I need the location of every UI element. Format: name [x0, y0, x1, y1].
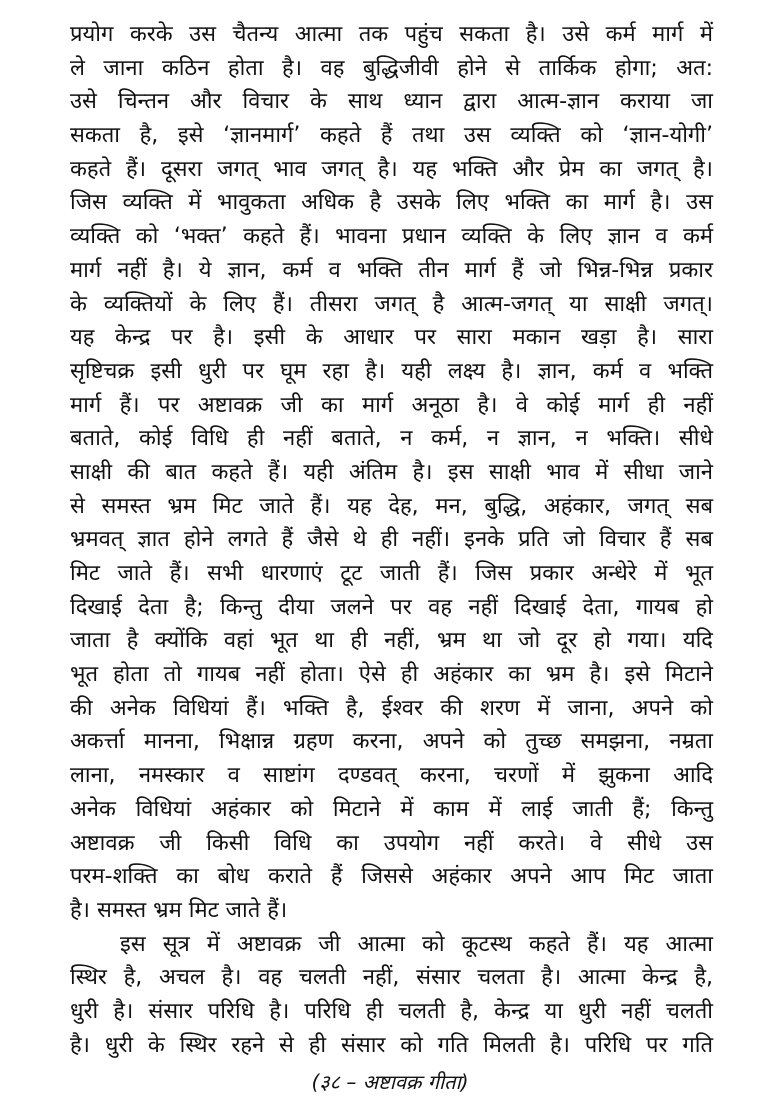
text-line: धुरी है। संसार परिधि है। परिधि ही चलती है, केन्द्र या धुरी नहीं चलती: [70, 998, 713, 1024]
page-body: [70, 18, 713, 1062]
text-line: जिस व्यक्ति में भावुकता अधिक है उसके लिए भक्ति का मार्ग है। उस: [70, 190, 713, 216]
text-line: कहते हैं। दूसरा जगत् भाव जगत् है। यह भक्ति और प्रेम का जगत् है।: [70, 156, 713, 182]
text-line: साक्षी की बात कहते हैं। यही अंतिम है। इस साक्षी भाव में सीधा जाने: [70, 459, 713, 485]
text-line: ले जाना कठिन होता है। वह बुद्धिजीवी होने से तार्किक होगा; अत:: [70, 55, 713, 81]
text-line: लाना, नमस्कार व साष्टांग दण्डवत् करना, चरणों में झुकना आदि: [70, 763, 713, 789]
text-line: प्रयोग करके उस चैतन्य आत्मा तक पहुंच सकता है। उसे कर्म मार्ग में: [70, 22, 713, 47]
text-line: यह केन्द्र पर है। इसी के आधार पर सारा मकान खड़ा है। सारा: [70, 325, 713, 351]
text-line: व्यक्ति को ‘भक्त’ कहते हैं। भावना प्रधान व्यक्ति के लिए ज्ञान व कर्म: [70, 224, 713, 250]
text-line: है। समस्त भ्रम मिट जाते हैं।: [70, 897, 288, 923]
text-line: बताते, कोई विधि ही नहीं बताते, न कर्म, न ज्ञान, न भक्ति। सीधे: [70, 426, 713, 452]
text-line: अकर्त्ता मानना, भिक्षान्न ग्रहण करना, अपने को तुच्छ समझना, नम्रता: [70, 729, 713, 755]
text-line: मार्ग नहीं है। ये ज्ञान, कर्म व भक्ति तीन मार्ग हैं जो भिन्न-भिन्न प्रकार: [70, 257, 713, 283]
text-line: से समस्त भ्रम मिट जाते हैं। यह देह, मन, बुद्धि, अहंकार, जगत् सब: [70, 493, 713, 519]
text-line: भ्रमवत् ज्ञात होने लगते हैं जैसे थे ही नहीं। इनके प्रति जो विचार हैं सब: [70, 527, 713, 553]
text-line: सकता है, इसे ‘ज्ञानमार्ग’ कहते हैं तथा उस व्यक्ति को ‘ज्ञान-योगी’: [70, 123, 713, 149]
text-line: अष्टावक्र जी किसी विधि का उपयोग नहीं करते। वे सीधे उस: [70, 830, 713, 856]
text-line: अनेक विधियां अहंकार को मिटाने में काम में लाई जाती हैं; किन्तु: [70, 796, 713, 822]
text-line: के व्यक्तियों के लिए हैं। तीसरा जगत् है आत्म-जगत् या साक्षी जगत्।: [70, 291, 713, 317]
text-line: मिट जाते हैं। सभी धारणाएं टूट जाती हैं। जिस प्रकार अन्धेरे में भूत: [70, 561, 713, 586]
text-line: परम-शक्ति का बोध कराते हैं जिससे अहंकार अपने आप मिट जाता: [70, 864, 713, 890]
text-line: दिखाई देता है; किन्तु दीया जलने पर वह नहीं दिखाई देता, गायब हो: [70, 594, 713, 620]
text-line: सृष्टिचक्र इसी धुरी पर घूम रहा है। यही लक्ष्य है। ज्ञान, कर्म व भक्ति: [70, 358, 713, 384]
page-footer: (३८ – अष्टावक्र गीता): [311, 1070, 469, 1094]
text-line: मार्ग हैं। पर अष्टावक्र जी का मार्ग अनूठा है। वे कोई मार्ग ही नहीं: [70, 392, 713, 418]
text-line: स्थिर है, अचल है। वह चलती नहीं, संसार चलता है। आत्मा केन्द्र है,: [70, 965, 713, 991]
text-line: उसे चिन्तन और विचार के साथ ध्यान द्वारा आत्म-ज्ञान कराया जा: [70, 89, 713, 115]
text-line: इस सूत्र में अष्टावक्र जी आत्मा को कूटस्थ कहते हैं। यह आत्मा: [120, 931, 713, 957]
text-line: की अनेक विधियां हैं। भक्ति है, ईश्वर की शरण में जाना, अपने को: [70, 695, 713, 721]
text-line: जाता है क्योंकि वहां भूत था ही नहीं, भ्रम था जो दूर हो गया। यदि: [70, 628, 713, 654]
text-line: है। धुरी के स्थिर रहने से ही संसार को गति मिलती है। परिधि पर गति: [70, 1032, 713, 1058]
text-line: भूत होता तो गायब नहीं होता। ऐसे ही अहंकार का भ्रम है। इसे मिटाने: [70, 662, 713, 688]
